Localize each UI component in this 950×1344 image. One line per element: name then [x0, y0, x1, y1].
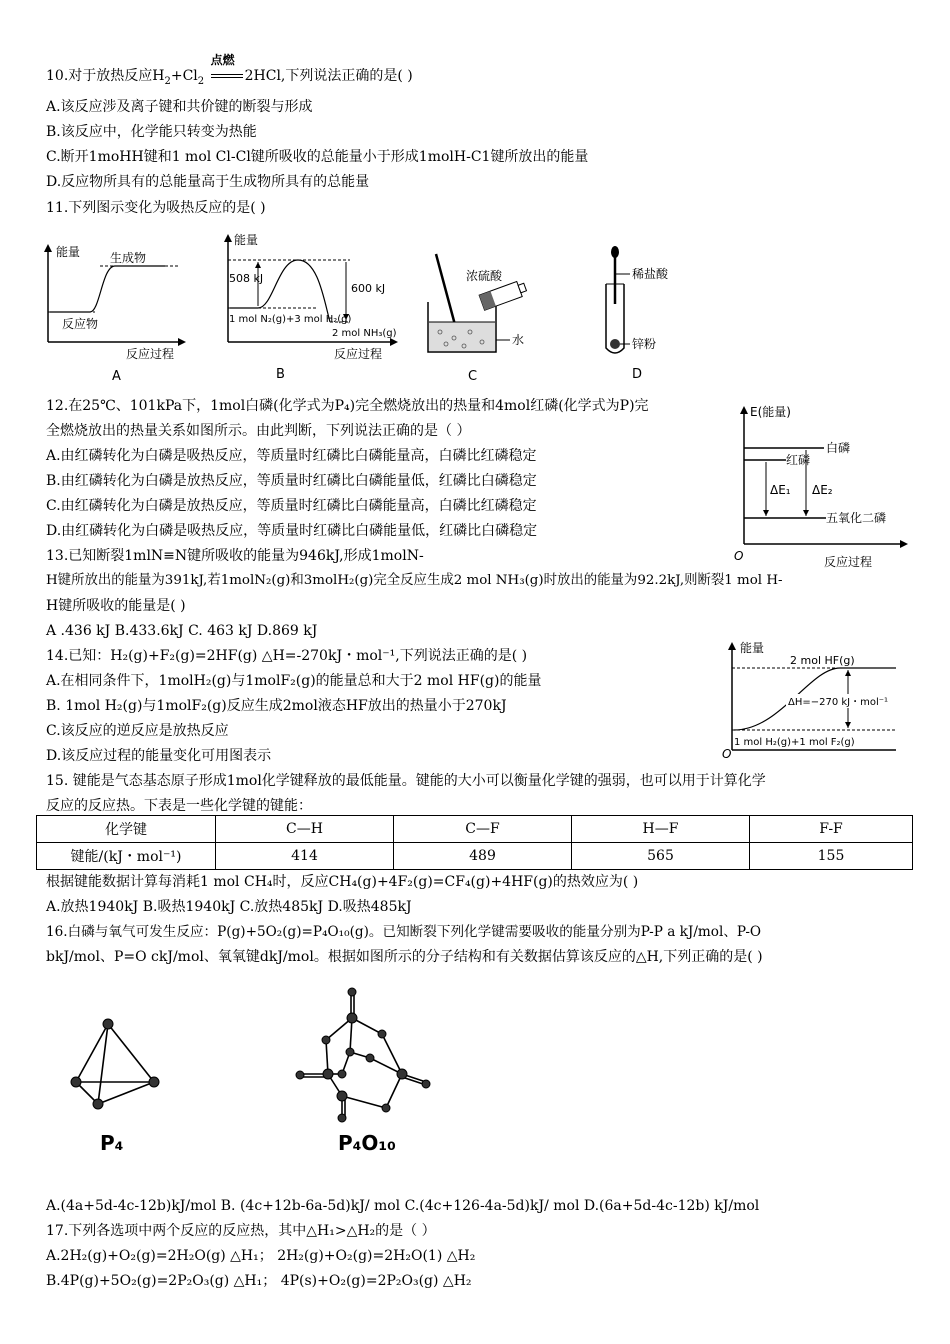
- q11c-label-acid: 浓硫酸: [466, 269, 503, 283]
- table-cell: 155: [750, 843, 913, 870]
- q15-stem-line3: 根据键能数据计算每消耗1 mol CH₄时，反应CH₄(g)+4F₂(g)=CF₄(g)+4HF(g)的热效应为( ): [46, 874, 639, 890]
- q12-option-c: C.由红磷转化为白磷是放热反应，等质量时红磷比白磷能量高，白磷比红磷稳定: [46, 498, 537, 514]
- q13-stem-line2: H键所放出的能量为391kJ,若1molN₂(g)和3molH₂(g)完全反应生成2 mol NH₃(g)时放出的能量为92.2kJ,则断裂1 mol H-: [46, 573, 783, 588]
- q12-stem-line1: 12.在25℃、101kPa下，1mol白磷(化学式为P₄)完全燃烧放出的热量和4mol红磷(化学式为P)完: [46, 398, 649, 414]
- q11-figure-a: [40, 236, 190, 386]
- table-header-cell: 化学键: [37, 816, 216, 843]
- q12-white-label: 白磷: [826, 441, 851, 455]
- q11-figure-b: [218, 230, 400, 386]
- q16-stem-line1: 16.白磷与氧气可发生反应：P(g)+5O₂(g)=P₄O₁₀(g)。已知断裂下列化学键需要吸收的能量分别为P-P a kJ/mol、P-O: [46, 924, 762, 940]
- q14-dh-label: ΔH=−270 kJ・mol⁻¹: [788, 697, 889, 708]
- q13-options: A .436 kJ B.433.6kJ C. 463 kJ D.869 kJ: [46, 623, 318, 639]
- table-header-row: [37, 816, 913, 843]
- q11b-product: 2 mol NH₃(g): [332, 328, 397, 339]
- q12-option-d: D.由红磷转化为白磷是吸热反应，等质量时红磷比白磷能量低，红磷比白磷稳定: [46, 523, 538, 539]
- q11a-reactant: 反应物: [62, 317, 99, 331]
- q14-option-b: B. 1mol H₂(g)与1molF₂(g)反应生成2mol液态HF放出的热量小于270kJ: [46, 698, 507, 714]
- table-header-cell: H—F: [572, 816, 750, 843]
- q15-stem-line2: 反应的反应热。下表是一些化学键的键能：: [46, 798, 312, 814]
- q11d-label-acid: 稀盐酸: [632, 267, 669, 281]
- q17-stem: 17.下列各选项中两个反应的反应热，其中△H₁>△H₂的是（ ）: [46, 1223, 436, 1239]
- q17-option-a: A.2H₂(g)+O₂(g)=2H₂O(g) △H₁； 2H₂(g)+O₂(g)=2H₂O(1) △H₂: [46, 1248, 476, 1264]
- q12-origin: O: [734, 549, 744, 563]
- q10-option-b: B.该反应中，化学能只转变为热能: [46, 124, 257, 140]
- q11a-product: 生成物: [110, 251, 147, 265]
- p4o10-molecule: [290, 978, 440, 1164]
- table-row: [37, 843, 913, 870]
- q11d-caption: D: [632, 367, 643, 382]
- q10-option-c: C.断开1moHH键和1 mol Cl-Cl键所吸收的总能量小于形成1molH-C1键所放出的能量: [46, 149, 589, 165]
- q11b-ylabel: 能量: [234, 233, 259, 247]
- q11b-e2: 600 kJ: [351, 282, 386, 295]
- q13-stem-line1: 13.已知断裂1mlN≡N键所吸收的能量为946kJ,形成1molN-: [46, 548, 424, 564]
- q14-origin: O: [722, 747, 732, 761]
- q14-option-a: A.在相同条件下，1molH₂(g)与1molF₂(g)的能量总和大于2 mol HF(g)的能量: [46, 673, 542, 689]
- table-cell: 键能/(kJ・mol⁻¹): [37, 843, 216, 870]
- q11d-label-zinc: 锌粉: [632, 337, 657, 351]
- q11b-e1: 508 kJ: [229, 272, 264, 285]
- q10-option-d: D.反应物所具有的总能量高于生成物所具有的总能量: [46, 174, 370, 190]
- q14-bottom-label: 1 mol H₂(g)+1 mol F₂(g): [734, 737, 855, 748]
- q15-options: A.放热1940kJ B.吸热1940kJ C.放热485kJ D.吸热485kJ: [46, 899, 412, 915]
- reaction-arrow: 点燃: [209, 66, 245, 86]
- table-header-cell: F-F: [750, 816, 913, 843]
- q12-oxide-label: 五氧化二磷: [826, 511, 887, 525]
- q11b-reactants: 1 mol N₂(g)+3 mol H₂(g): [229, 314, 352, 325]
- table-cell: 565: [572, 843, 750, 870]
- q11b-xlabel: 反应过程: [334, 347, 383, 361]
- q12-e1: ΔE₁: [770, 483, 791, 497]
- q11-figure-d: [596, 240, 696, 386]
- q14-top-label: 2 mol HF(g): [790, 654, 855, 667]
- q14-option-c: C.该反应的逆反应是放热反应: [46, 723, 229, 739]
- q10-stem: 10.对于放热反应$H_2+Cl_2$ 点燃 2HCl,下列说法正确的是( ): [46, 53, 413, 87]
- q13-stem-line3: H键所吸收的能量是( ): [46, 598, 186, 614]
- q14-ylabel: 能量: [740, 641, 765, 655]
- table-cell: 489: [394, 843, 572, 870]
- q12-stem-line2: 全燃烧放出的热量关系如图所示。由此判断，下列说法正确的是（ ）: [46, 423, 471, 439]
- q11c-caption: C: [468, 369, 478, 384]
- q12-xlabel: 反应过程: [824, 555, 873, 569]
- q14-option-d: D.该反应过程的能量变化可用图表示: [46, 748, 272, 764]
- q14-figure: [720, 638, 906, 762]
- q12-e2: ΔE₂: [812, 483, 833, 497]
- q16-stem-line2: bkJ/mol、P=O ckJ/mol、氧氧键dkJ/mol。根据如图所示的分子结构和有关数据估算该反应的△H,下列正确的是( ): [46, 949, 763, 965]
- q15-stem-line1: 15. 键能是气态基态原子形成1mol化学键释放的最低能量。键能的大小可以衡量化学键的强弱，也可以用于计算化学: [46, 773, 766, 789]
- q12-ylabel: E(能量): [750, 405, 791, 419]
- table-header-cell: C—F: [394, 816, 572, 843]
- q14-stem: 14.已知：H₂(g)+F₂(g)=2HF(g) △H=-270kJ・mol⁻¹,下列说法正确的是( ): [46, 648, 528, 664]
- q12-figure: [730, 398, 910, 570]
- q12-option-b: B.由红磷转化为白磷是放热反应，等质量时红磷比白磷能量低，红磷比白磷稳定: [46, 473, 537, 489]
- q11a-ylabel: 能量: [56, 245, 81, 259]
- p4o10-label: P₄O₁₀: [338, 1131, 396, 1155]
- q16-options: A.(4a+5d-4c-12b)kJ/mol B. (4c+12b-6a-5d)kJ/ mol C.(4c+126-4a-5d)kJ/ mol D.(6a+5d-4c-12b) kJ/mol: [46, 1198, 760, 1214]
- table-cell: 414: [216, 843, 394, 870]
- q11-figure-c: [420, 246, 540, 388]
- q17-option-b: B.4P(g)+5O₂(g)=2P₂O₃(g) △H₁； 4P(s)+O₂(g)=2P₂O₃(g) △H₂: [46, 1273, 472, 1289]
- q11-stem: 11.下列图示变化为吸热反应的是( ): [46, 200, 266, 216]
- q11a-xlabel: 反应过程: [126, 347, 175, 361]
- bond-energy-table: [36, 815, 913, 870]
- p4-label: P₄: [100, 1131, 124, 1155]
- table-header-cell: C—H: [216, 816, 394, 843]
- q10-option-a: A.该反应涉及离子键和共价键的断裂与形成: [46, 99, 313, 115]
- q11a-caption: A: [112, 369, 121, 384]
- q12-red-label: 红磷: [786, 453, 811, 467]
- q11c-label-water: 水: [512, 333, 525, 347]
- p4-molecule: [60, 1010, 180, 1160]
- q12-option-a: A.由红磷转化为白磷是吸热反应，等质量时红磷比白磷能量高，白磷比红磷稳定: [46, 448, 537, 464]
- q11b-caption: B: [276, 367, 285, 382]
